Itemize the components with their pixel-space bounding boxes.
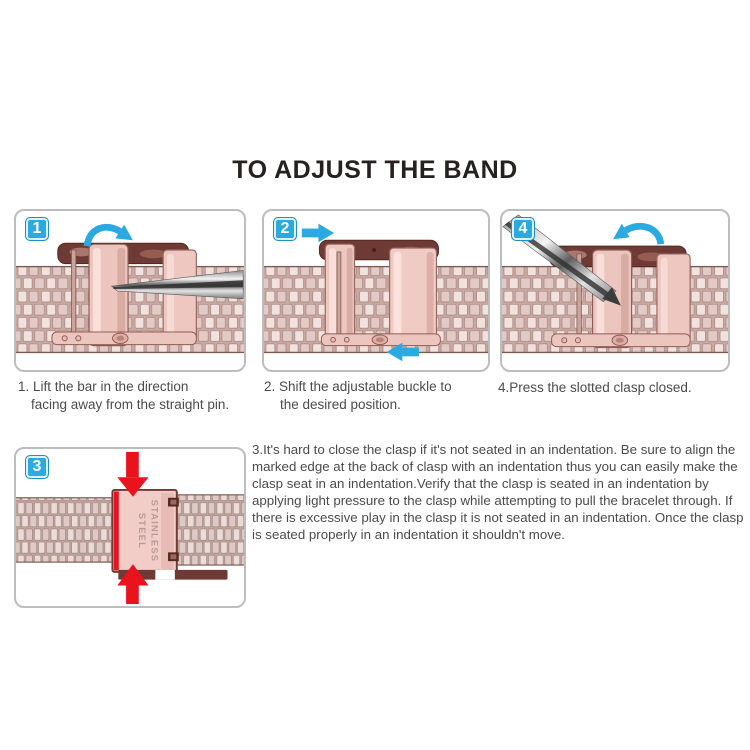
step-3-illustration <box>16 449 244 606</box>
step-4-illustration <box>502 211 728 370</box>
step-3-badge: 3 <box>25 455 49 479</box>
step-2-badge: 2 <box>273 217 297 241</box>
step-1-badge: 1 <box>25 217 49 241</box>
step-4-panel <box>500 209 730 372</box>
step-2-caption <box>264 378 452 414</box>
step-1-caption-line2: facing away from the straight pin. <box>31 396 230 412</box>
step-2-panel <box>262 209 490 372</box>
shift-right-arrow-icon <box>302 224 334 243</box>
step-4-caption-line1: 4.Press the slotted clasp closed. <box>498 380 692 395</box>
step-2-caption-line1: 2. Shift the adjustable buckle to <box>264 379 452 394</box>
step-4-badge: 4 <box>511 217 535 241</box>
rotate-counterclockwise-arrow-icon <box>613 224 661 244</box>
step-1-caption-line1: 1. Lift the bar in the direction <box>18 379 189 394</box>
step-3-panel <box>14 447 246 608</box>
step-1-caption <box>18 378 229 414</box>
step-4-caption <box>498 379 692 397</box>
step-1-illustration <box>16 211 244 370</box>
page-title: TO ADJUST THE BAND <box>232 156 518 184</box>
marked-edge <box>114 491 119 570</box>
step-2-caption-line2: the desired position. <box>280 396 401 412</box>
engraving-line2: STEEL <box>136 512 147 549</box>
engraving-line1: STAINLESS <box>149 499 160 563</box>
step-1-panel <box>14 209 246 372</box>
clasp-bar <box>71 250 75 344</box>
step-3-description: 3.It's hard to close the clasp if it's not seated in an indentation. Be sure to align the marked edge at the back of clasp with an indentation thus you can easily make the clasp seat in an indentation.Verify that the clasp is seated in an indentation by applying light pressure to the clasp while attempting to pull the bracelet through. If there is excessive play in the clasp it is not seated in an indentation. Once the clasp is seated properly in an indentation it shouldn't move. <box>252 442 744 543</box>
step-2-illustration <box>264 211 488 370</box>
